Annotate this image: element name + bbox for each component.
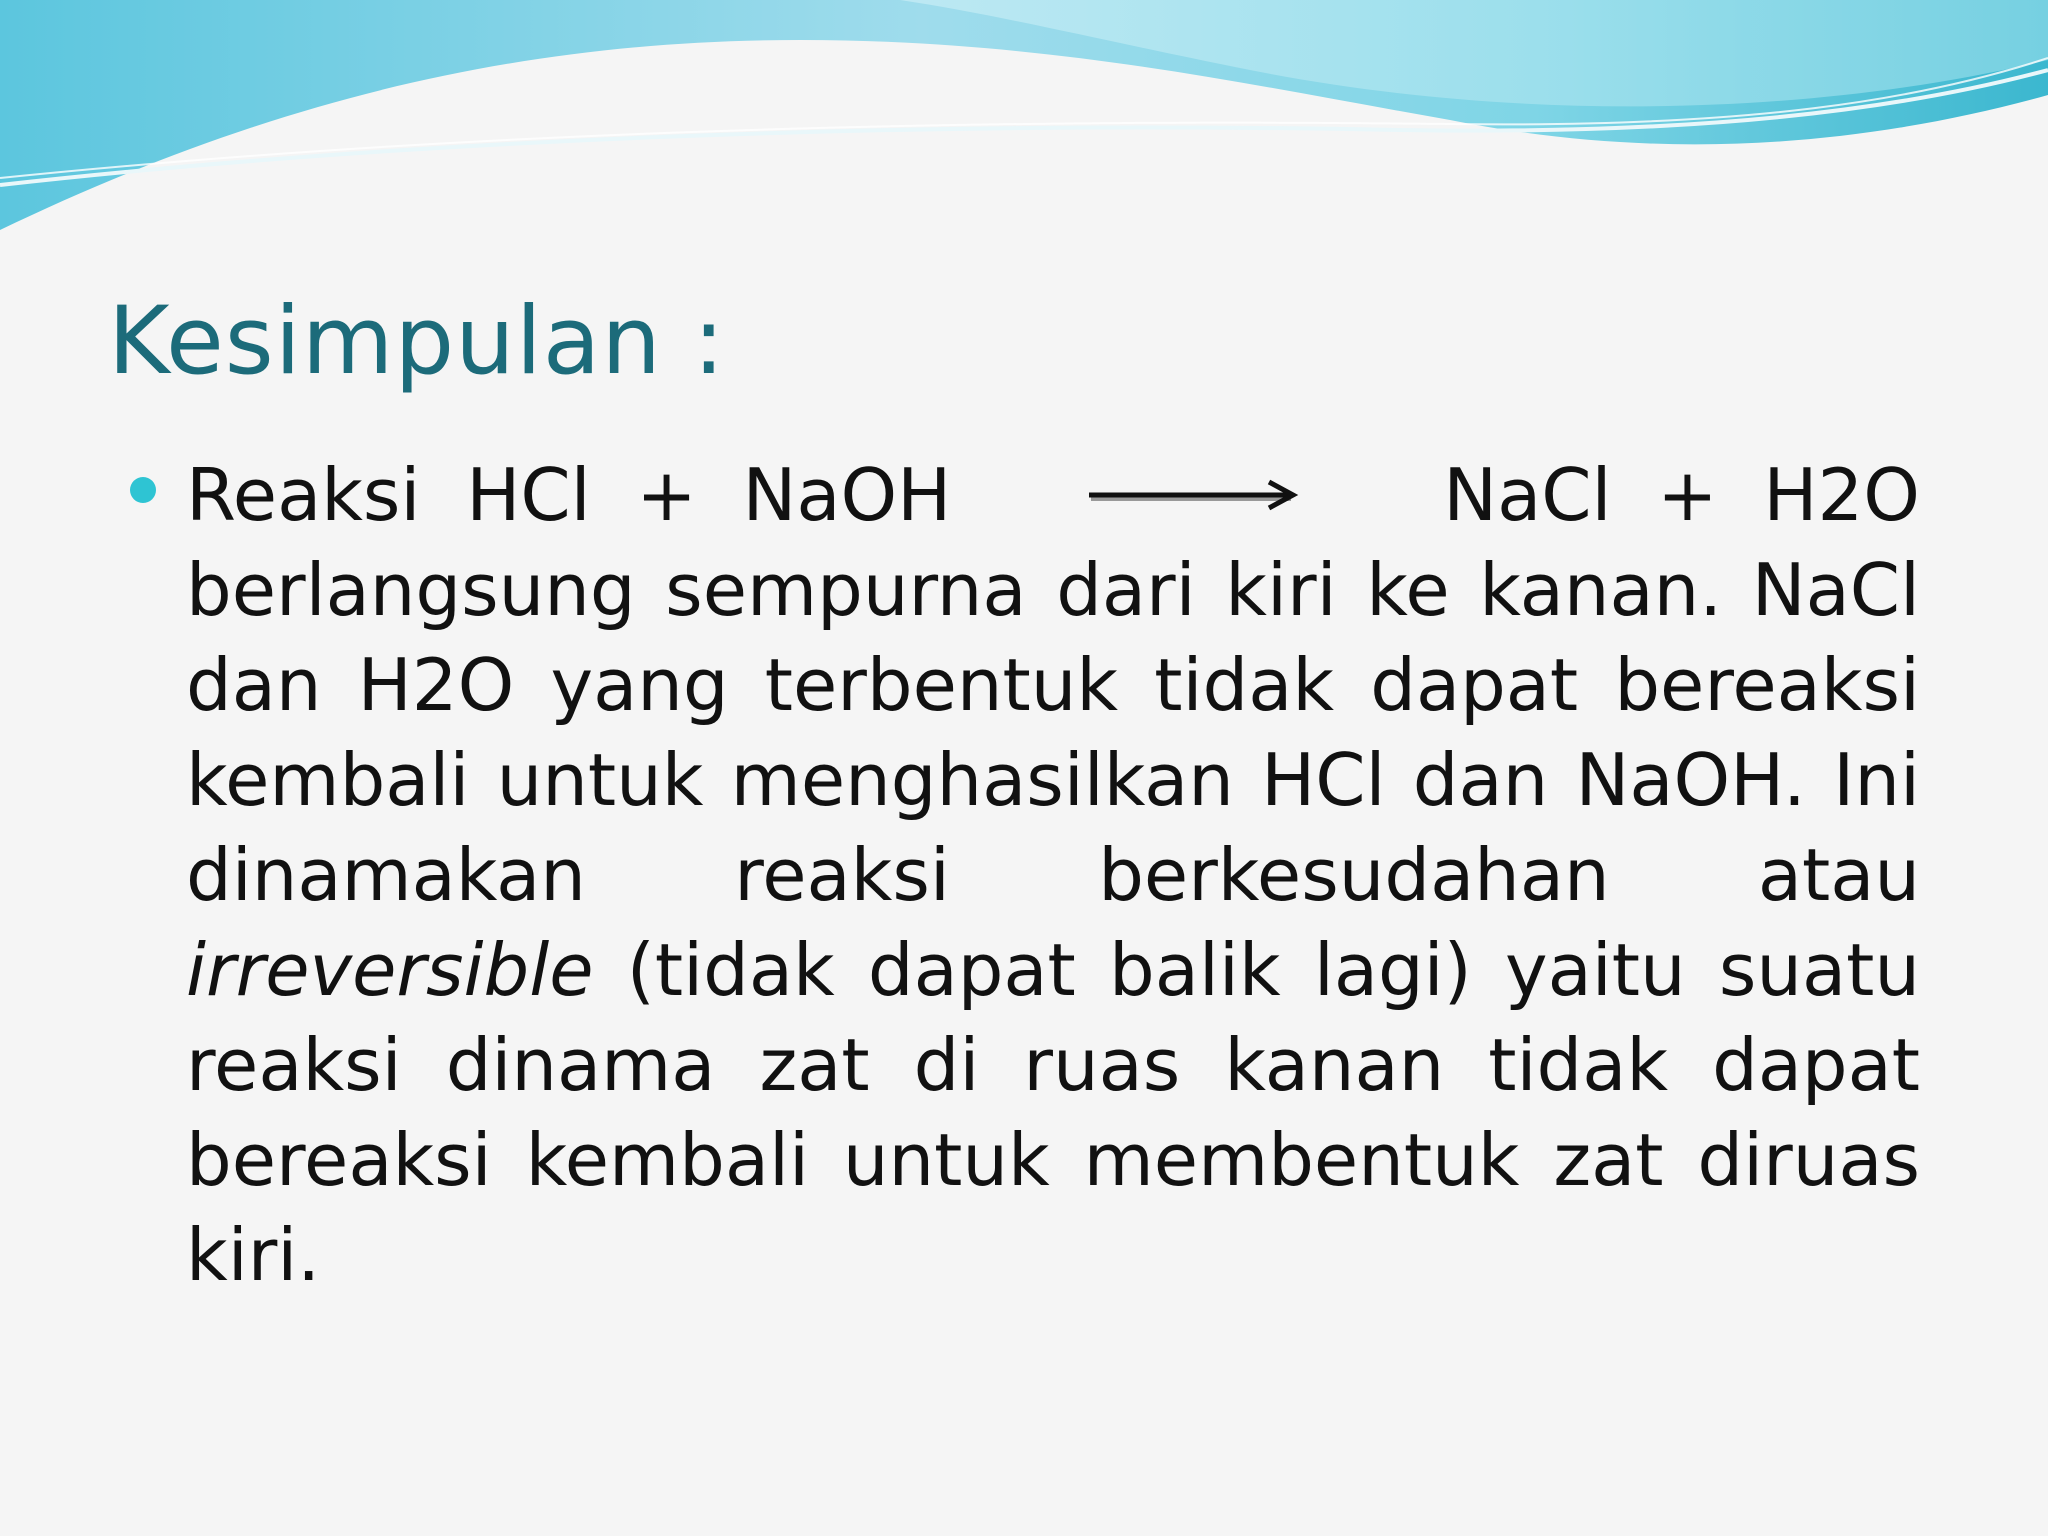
paragraph-part2: (tidak dapat balik lagi) yaitu suatu reaksi dinama zat di ruas kanan tidak dapat bereaksi kembali untuk membentuk zat diruas kiri. — [186, 928, 1920, 1297]
slide-title: Kesimpulan : — [108, 287, 726, 396]
header-wave-decoration — [0, 0, 2048, 240]
equation-reactants: Reaksi HCl + NaOH — [186, 453, 952, 537]
equation-products: NaCl + H2O — [1443, 453, 1920, 537]
bullet-text — [186, 448, 1920, 1303]
equation-line — [186, 448, 1920, 543]
paragraph-part1: berlangsung sempurna dari kiri ke kanan. NaCl dan H2O yang terbentuk tidak dapat bereaksi kembali untuk menghasilkan HCl dan NaOH. Ini dinamakan reaksi berkesudahan atau — [186, 548, 1920, 917]
italic-term: irreversible — [186, 928, 594, 1012]
round-bullet-icon — [130, 477, 156, 503]
right-arrow-icon — [1087, 448, 1307, 543]
